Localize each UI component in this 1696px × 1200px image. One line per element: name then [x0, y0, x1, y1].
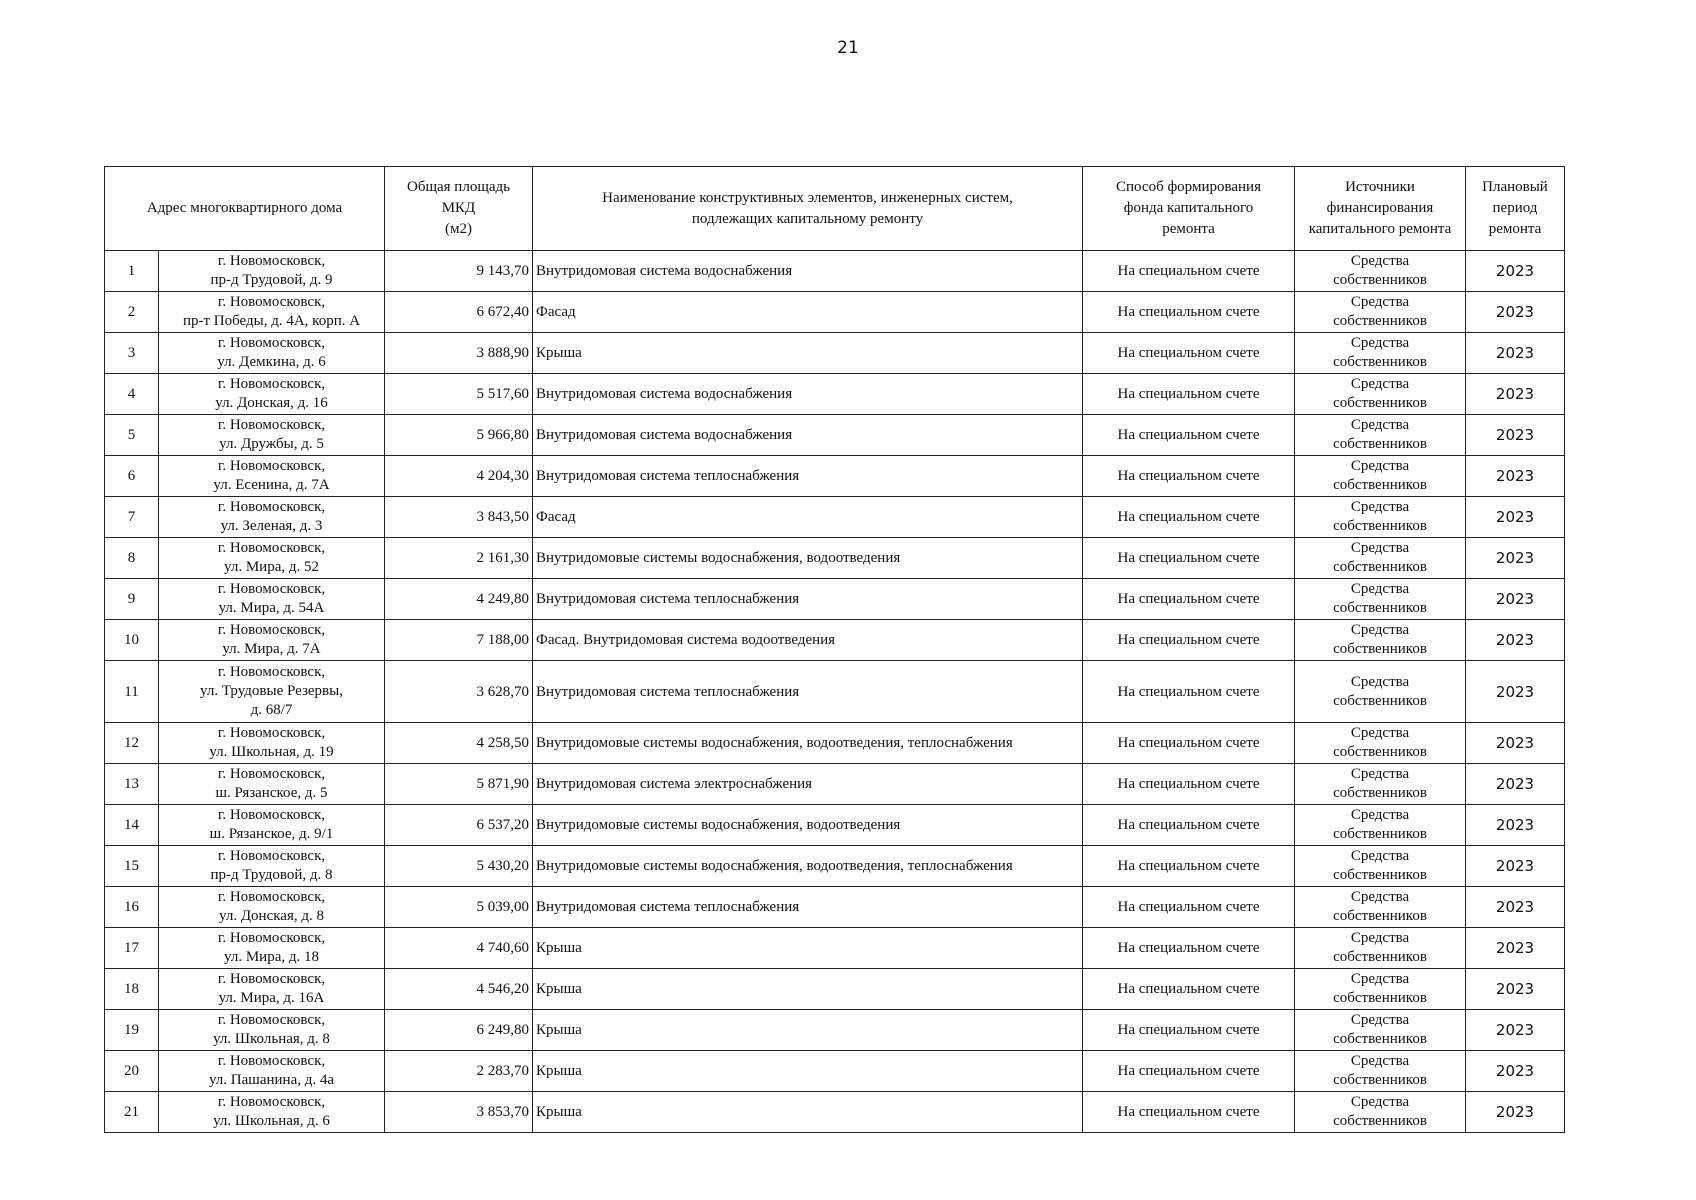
address-cell	[159, 1010, 385, 1051]
source-cell	[1295, 538, 1466, 579]
address-line: ш. Рязанское, д. 9/1	[209, 826, 334, 842]
source-cell	[1295, 579, 1466, 620]
method-cell: На специальном счете	[1083, 333, 1295, 374]
source-line: собственников	[1333, 908, 1427, 924]
source-cell	[1295, 1010, 1466, 1051]
source-line: Средства	[1350, 673, 1410, 690]
method-cell: На специальном счете	[1083, 497, 1295, 538]
area-cell: 5 871,90	[385, 764, 533, 805]
header-period-line: Плановый	[1482, 179, 1548, 195]
address-line: г. Новомосковск,	[217, 971, 326, 987]
row-number: 18	[105, 969, 159, 1010]
source-line: Средства	[1350, 540, 1410, 556]
row-number: 1	[105, 251, 159, 292]
elements-cell: Внутридомовая система теплоснабжения	[533, 887, 1083, 928]
address-line: ул. Пашанина, д. 4а	[208, 1072, 335, 1088]
method-cell: На специальном счете	[1083, 887, 1295, 928]
area-cell: 5 430,20	[385, 846, 533, 887]
period-cell: 2023	[1466, 620, 1565, 661]
method-cell: На специальном счете	[1083, 1051, 1295, 1092]
elements-cell: Крыша	[533, 969, 1083, 1010]
address-cell	[159, 538, 385, 579]
address-line: ул. Школьная, д. 6	[213, 1113, 330, 1129]
header-period-line: ремонта	[1488, 221, 1542, 237]
header-elements	[533, 167, 1083, 251]
address-line: ул. Мира, д. 16А	[218, 990, 325, 1006]
source-line: собственников	[1333, 949, 1427, 965]
source-line: Средства	[1350, 253, 1410, 269]
address-line: г. Новомосковск,	[217, 335, 326, 351]
row-number: 11	[105, 661, 159, 723]
address-cell	[159, 292, 385, 333]
source-line: собственников	[1333, 477, 1427, 493]
row-number: 12	[105, 723, 159, 764]
source-line: Средства	[1350, 376, 1410, 392]
area-cell: 3 628,70	[385, 661, 533, 723]
row-number: 9	[105, 579, 159, 620]
address-line: г. Новомосковск,	[217, 1094, 326, 1110]
row-number: 14	[105, 805, 159, 846]
address-line: ул. Школьная, д. 8	[213, 1031, 330, 1047]
address-line: ул. Трудовые Резервы,	[200, 683, 343, 699]
address-cell	[159, 969, 385, 1010]
table-row	[105, 1010, 1565, 1051]
elements-cell: Крыша	[533, 1010, 1083, 1051]
source-line: собственников	[1333, 436, 1427, 452]
table-row	[105, 928, 1565, 969]
area-cell: 4 740,60	[385, 928, 533, 969]
table-header-row	[105, 167, 1565, 251]
elements-cell: Крыша	[533, 1051, 1083, 1092]
row-number: 17	[105, 928, 159, 969]
address-cell	[159, 374, 385, 415]
area-cell: 4 258,50	[385, 723, 533, 764]
header-source	[1295, 167, 1466, 251]
address-line: г. Новомосковск,	[217, 581, 326, 597]
table-row	[105, 1092, 1565, 1133]
header-method-line: Способ формирования	[1116, 179, 1261, 195]
table-row	[105, 969, 1565, 1010]
source-line: Средства	[1350, 848, 1410, 864]
source-line: Средства	[1350, 1094, 1410, 1110]
period-cell: 2023	[1466, 764, 1565, 805]
address-line: г. Новомосковск,	[217, 622, 326, 638]
period-cell: 2023	[1466, 846, 1565, 887]
period-cell: 2023	[1466, 723, 1565, 764]
address-line: г. Новомосковск,	[217, 766, 326, 782]
source-cell	[1295, 764, 1466, 805]
elements-cell: Внутридомовые системы водоснабжения, водоотведения, теплоснабжения	[533, 846, 1083, 887]
area-cell: 6 672,40	[385, 292, 533, 333]
method-cell: На специальном счете	[1083, 374, 1295, 415]
address-cell	[159, 928, 385, 969]
address-line: г. Новомосковск,	[217, 253, 326, 269]
row-number: 2	[105, 292, 159, 333]
period-cell: 2023	[1466, 579, 1565, 620]
method-cell: На специальном счете	[1083, 661, 1295, 723]
method-cell: На специальном счете	[1083, 805, 1295, 846]
address-line: г. Новомосковск,	[217, 889, 326, 905]
table-row	[105, 456, 1565, 497]
area-cell: 9 143,70	[385, 251, 533, 292]
elements-cell: Внутридомовая система теплоснабжения	[533, 579, 1083, 620]
area-cell: 6 249,80	[385, 1010, 533, 1051]
header-method-line: фонда капитального	[1123, 200, 1254, 216]
row-number: 16	[105, 887, 159, 928]
period-cell: 2023	[1466, 805, 1565, 846]
header-area	[385, 167, 533, 251]
table-row	[105, 579, 1565, 620]
source-line: собственников	[1333, 1072, 1427, 1088]
table-row	[105, 333, 1565, 374]
method-cell: На специальном счете	[1083, 1010, 1295, 1051]
address-line: пр-д Трудовой, д. 8	[210, 867, 333, 883]
address-line: пр-д Трудовой, д. 9	[210, 272, 333, 288]
address-cell	[159, 620, 385, 661]
source-line: Средства	[1350, 889, 1410, 905]
header-method-line: ремонта	[1162, 221, 1215, 237]
row-number: 8	[105, 538, 159, 579]
source-cell	[1295, 969, 1466, 1010]
address-line: ул. Зеленая, д. 3	[220, 518, 323, 534]
period-cell: 2023	[1466, 497, 1565, 538]
table-row	[105, 292, 1565, 333]
method-cell: На специальном счете	[1083, 1092, 1295, 1133]
period-cell: 2023	[1466, 538, 1565, 579]
table-row	[105, 1051, 1565, 1092]
source-cell	[1295, 251, 1466, 292]
address-cell	[159, 497, 385, 538]
address-cell	[159, 333, 385, 374]
source-line: собственников	[1333, 395, 1427, 411]
period-cell: 2023	[1466, 251, 1565, 292]
address-cell	[159, 764, 385, 805]
elements-cell: Внутридомовая система водоснабжения	[533, 374, 1083, 415]
source-line: собственников	[1333, 744, 1427, 760]
row-number: 7	[105, 497, 159, 538]
source-line: собственников	[1333, 518, 1427, 534]
header-source-line: капитального ремонта	[1308, 221, 1452, 237]
header-area-line: (м2)	[445, 221, 472, 237]
elements-cell: Внутридомовая система теплоснабжения	[533, 661, 1083, 723]
method-cell: На специальном счете	[1083, 928, 1295, 969]
address-cell	[159, 723, 385, 764]
table-row	[105, 497, 1565, 538]
source-line: собственников	[1333, 692, 1427, 709]
source-line: собственников	[1333, 1113, 1427, 1129]
row-number: 5	[105, 415, 159, 456]
address-cell	[159, 846, 385, 887]
source-cell	[1295, 887, 1466, 928]
source-cell	[1295, 661, 1466, 723]
source-line: Средства	[1350, 807, 1410, 823]
address-cell	[159, 661, 385, 723]
method-cell: На специальном счете	[1083, 456, 1295, 497]
source-cell	[1295, 497, 1466, 538]
address-line: ул. Мира, д. 18	[224, 949, 319, 965]
row-number: 21	[105, 1092, 159, 1133]
table-row	[105, 374, 1565, 415]
area-cell: 4 204,30	[385, 456, 533, 497]
header-elements-line: подлежащих капитальному ремонту	[691, 210, 924, 227]
address-cell	[159, 1092, 385, 1133]
address-line: г. Новомосковск,	[217, 499, 326, 515]
period-cell: 2023	[1466, 374, 1565, 415]
address-line: г. Новомосковск,	[217, 1053, 326, 1069]
method-cell: На специальном счете	[1083, 723, 1295, 764]
source-line: собственников	[1333, 1031, 1427, 1047]
area-cell: 3 843,50	[385, 497, 533, 538]
table-row	[105, 846, 1565, 887]
method-cell: На специальном счете	[1083, 579, 1295, 620]
table-row	[105, 620, 1565, 661]
address-line: г. Новомосковск,	[217, 376, 326, 392]
source-cell	[1295, 292, 1466, 333]
address-cell	[159, 251, 385, 292]
header-area-line: МКД	[441, 200, 476, 216]
source-line: Средства	[1350, 499, 1410, 515]
area-cell: 3 888,90	[385, 333, 533, 374]
method-cell: На специальном счете	[1083, 292, 1295, 333]
address-line: г. Новомосковск,	[217, 664, 326, 680]
period-cell: 2023	[1466, 415, 1565, 456]
source-cell	[1295, 846, 1466, 887]
elements-cell: Внутридомовые системы водоснабжения, водоотведения, теплоснабжения	[533, 723, 1083, 764]
table-row	[105, 887, 1565, 928]
period-cell: 2023	[1466, 1092, 1565, 1133]
address-line: пр-т Победы, д. 4А, корп. А	[182, 313, 361, 329]
method-cell: На специальном счете	[1083, 620, 1295, 661]
repair-plan-table	[104, 166, 1565, 1133]
method-cell: На специальном счете	[1083, 969, 1295, 1010]
period-cell: 2023	[1466, 928, 1565, 969]
header-address-label: Адрес многоквартирного дома	[146, 200, 343, 216]
address-line: г. Новомосковск,	[217, 417, 326, 433]
source-line: Средства	[1350, 971, 1410, 987]
area-cell: 5 517,60	[385, 374, 533, 415]
method-cell: На специальном счете	[1083, 764, 1295, 805]
address-line: д. 68/7	[250, 702, 293, 718]
row-number: 10	[105, 620, 159, 661]
address-line: ул. Донская, д. 8	[219, 908, 324, 924]
table-row	[105, 805, 1565, 846]
method-cell: На специальном счете	[1083, 415, 1295, 456]
source-cell	[1295, 1092, 1466, 1133]
source-line: Средства	[1350, 725, 1410, 741]
source-line: собственников	[1333, 990, 1427, 1006]
method-cell: На специальном счете	[1083, 251, 1295, 292]
address-line: г. Новомосковск,	[217, 540, 326, 556]
area-cell: 6 537,20	[385, 805, 533, 846]
source-cell	[1295, 620, 1466, 661]
area-cell: 5 966,80	[385, 415, 533, 456]
period-cell: 2023	[1466, 292, 1565, 333]
source-line: Средства	[1350, 458, 1410, 474]
address-cell	[159, 805, 385, 846]
table-row	[105, 538, 1565, 579]
source-line: собственников	[1333, 826, 1427, 842]
header-period	[1466, 167, 1565, 251]
period-cell: 2023	[1466, 1010, 1565, 1051]
page-number: 21	[837, 38, 859, 58]
address-line: ул. Демкина, д. 6	[217, 354, 326, 370]
source-cell	[1295, 415, 1466, 456]
source-line: собственников	[1333, 559, 1427, 575]
address-line: ш. Рязанское, д. 5	[215, 785, 328, 801]
source-cell	[1295, 723, 1466, 764]
address-line: г. Новомосковск,	[217, 1012, 326, 1028]
source-line: собственников	[1333, 354, 1427, 370]
source-line: Средства	[1350, 1012, 1410, 1028]
elements-cell: Крыша	[533, 1092, 1083, 1133]
elements-cell: Внутридомовые системы водоснабжения, водоотведения	[533, 538, 1083, 579]
elements-cell: Внутридомовая система теплоснабжения	[533, 456, 1083, 497]
table-row	[105, 415, 1565, 456]
area-cell: 7 188,00	[385, 620, 533, 661]
source-cell	[1295, 333, 1466, 374]
table-row	[105, 661, 1565, 723]
source-line: Средства	[1350, 622, 1410, 638]
method-cell: На специальном счете	[1083, 846, 1295, 887]
address-cell	[159, 456, 385, 497]
table-row	[105, 251, 1565, 292]
source-line: Средства	[1350, 294, 1410, 310]
address-cell	[159, 887, 385, 928]
period-cell: 2023	[1466, 887, 1565, 928]
area-cell: 4 546,20	[385, 969, 533, 1010]
row-number: 20	[105, 1051, 159, 1092]
elements-cell: Внутридомовая система водоснабжения	[533, 415, 1083, 456]
elements-cell: Фасад. Внутридомовая система водоотведения	[533, 620, 1083, 661]
elements-cell: Внутридомовая система водоснабжения	[533, 251, 1083, 292]
source-line: собственников	[1333, 785, 1427, 801]
source-cell	[1295, 928, 1466, 969]
header-source-line: финансирования	[1326, 200, 1434, 216]
method-cell: На специальном счете	[1083, 538, 1295, 579]
source-line: собственников	[1333, 641, 1427, 657]
header-period-line: период	[1492, 200, 1538, 216]
row-number: 13	[105, 764, 159, 805]
elements-cell: Внутридомовая система электроснабжения	[533, 764, 1083, 805]
address-line: г. Новомосковск,	[217, 930, 326, 946]
period-cell: 2023	[1466, 456, 1565, 497]
header-elements-line: Наименование конструктивных элементов, инженерных систем,	[602, 189, 1013, 206]
address-line: ул. Дружбы, д. 5	[219, 436, 324, 452]
address-line: ул. Донская, д. 16	[215, 395, 328, 411]
area-cell: 2 161,30	[385, 538, 533, 579]
elements-cell: Внутридомовые системы водоснабжения, водоотведения	[533, 805, 1083, 846]
address-line: ул. Мира, д. 54А	[218, 600, 325, 616]
source-cell	[1295, 1051, 1466, 1092]
source-line: собственников	[1333, 313, 1427, 329]
address-line: ул. Мира, д. 7А	[222, 641, 321, 657]
source-cell	[1295, 456, 1466, 497]
row-number: 15	[105, 846, 159, 887]
address-line: г. Новомосковск,	[217, 725, 326, 741]
elements-cell: Фасад	[533, 497, 1083, 538]
header-source-line: Источники	[1345, 179, 1415, 195]
period-cell: 2023	[1466, 1051, 1565, 1092]
row-number: 19	[105, 1010, 159, 1051]
address-line: г. Новомосковск,	[217, 807, 326, 823]
source-cell	[1295, 805, 1466, 846]
period-cell: 2023	[1466, 661, 1565, 723]
header-area-line: Общая площадь	[406, 179, 510, 195]
source-line: Средства	[1350, 581, 1410, 597]
area-cell: 4 249,80	[385, 579, 533, 620]
address-cell	[159, 579, 385, 620]
source-line: собственников	[1333, 272, 1427, 288]
address-cell	[159, 1051, 385, 1092]
source-cell	[1295, 374, 1466, 415]
address-line: ул. Школьная, д. 19	[209, 744, 334, 760]
source-line: собственников	[1333, 600, 1427, 616]
address-line: г. Новомосковск,	[217, 458, 326, 474]
address-line: г. Новомосковск,	[217, 294, 326, 310]
address-cell	[159, 415, 385, 456]
area-cell: 5 039,00	[385, 887, 533, 928]
area-cell: 2 283,70	[385, 1051, 533, 1092]
period-cell: 2023	[1466, 333, 1565, 374]
table-row	[105, 723, 1565, 764]
table-row	[105, 764, 1565, 805]
address-line: ул. Мира, д. 52	[224, 559, 319, 575]
elements-cell: Крыша	[533, 928, 1083, 969]
address-line: г. Новомосковск,	[217, 848, 326, 864]
source-line: собственников	[1333, 867, 1427, 883]
elements-cell: Крыша	[533, 333, 1083, 374]
period-cell: 2023	[1466, 969, 1565, 1010]
area-cell: 3 853,70	[385, 1092, 533, 1133]
header-address	[105, 167, 385, 251]
row-number: 3	[105, 333, 159, 374]
header-method	[1083, 167, 1295, 251]
source-line: Средства	[1350, 930, 1410, 946]
source-line: Средства	[1350, 335, 1410, 351]
source-line: Средства	[1350, 417, 1410, 433]
elements-cell: Фасад	[533, 292, 1083, 333]
source-line: Средства	[1350, 1053, 1410, 1069]
source-line: Средства	[1350, 766, 1410, 782]
row-number: 4	[105, 374, 159, 415]
address-line: ул. Есенина, д. 7А	[213, 477, 330, 493]
table-body	[105, 251, 1565, 1133]
row-number: 6	[105, 456, 159, 497]
